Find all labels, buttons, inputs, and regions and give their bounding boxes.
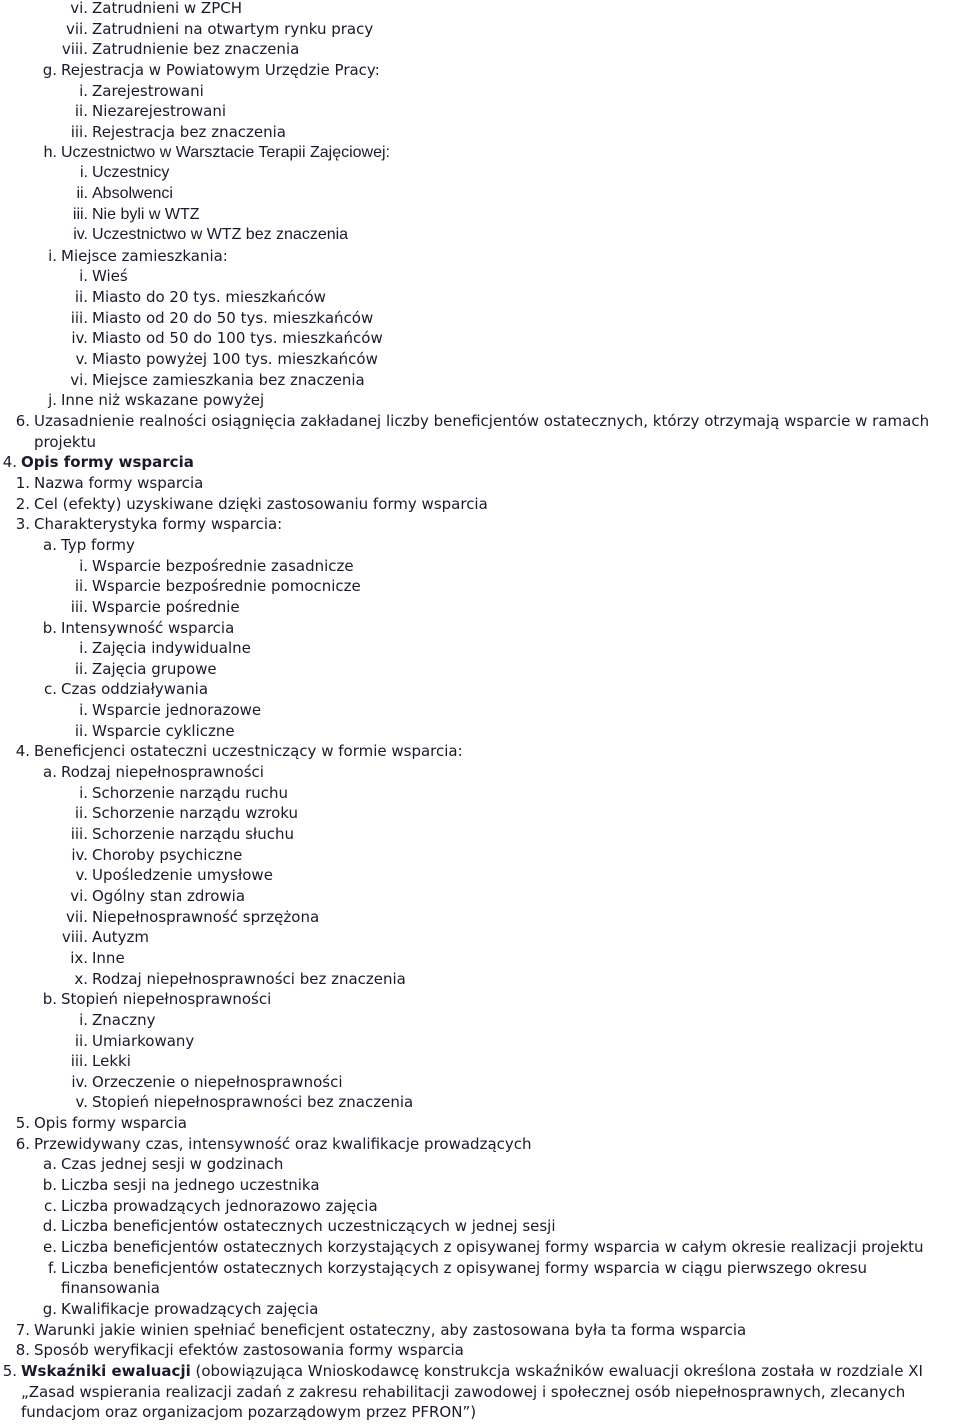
document-line (0, 659, 960, 679)
line-text: Czas oddziaływania (61, 680, 209, 699)
line-text: Nazwa formy wsparcia (34, 473, 204, 492)
line-text: Wsparcie pośrednie (92, 597, 240, 616)
list-marker: ii. (74, 288, 88, 307)
document-line (0, 163, 960, 183)
document-line (0, 824, 960, 844)
document-line (0, 60, 960, 80)
document-line (0, 287, 960, 307)
document-line (0, 1361, 960, 1381)
document-line (0, 803, 960, 823)
line-text: Rejestracja bez znaczenia (92, 122, 286, 141)
list-marker: iii. (70, 1052, 88, 1071)
document-line (0, 989, 960, 1009)
line-text: Opis formy wsparcia (34, 1114, 187, 1133)
document-line (0, 184, 960, 204)
list-marker: vi. (70, 370, 88, 389)
document-line (0, 1258, 960, 1278)
list-marker: vi. (70, 0, 88, 17)
line-text: Ogólny stan zdrowia (92, 886, 246, 905)
line-text: „Zasad wspierania realizacji zadań z zakresu rehabilitacji zawodowej i społecznej osób niepełnosprawnych, zlecanych (21, 1382, 906, 1401)
line-text: projektu (34, 432, 97, 451)
document-line (0, 1402, 960, 1422)
document-line (0, 0, 960, 18)
document-line (0, 1113, 960, 1133)
line-text: Absolwenci (92, 184, 173, 202)
line-text: Miasto powyżej 100 tys. mieszkańców (92, 350, 378, 369)
line-text: Znaczny (92, 1010, 156, 1029)
list-marker: c. (43, 680, 57, 699)
list-marker: v. (75, 866, 88, 885)
line-text: Schorzenie narządu ruchu (92, 783, 289, 802)
line-text: Zatrudnieni na otwartym rynku pracy (92, 19, 374, 38)
document-line (0, 81, 960, 101)
line-text: Miasto od 50 do 100 tys. mieszkańców (92, 329, 383, 348)
list-marker: iv. (71, 1072, 88, 1091)
document-line (0, 411, 960, 431)
list-marker: i. (79, 556, 88, 575)
document-line (0, 349, 960, 369)
document-line (0, 101, 960, 121)
document-line (0, 1216, 960, 1236)
line-text: Upośledzenie umysłowe (92, 866, 273, 885)
list-marker: ii. (74, 1031, 88, 1050)
document-line (0, 927, 960, 947)
list-marker: ii. (74, 577, 88, 596)
list-marker: 4. (2, 453, 17, 472)
list-marker: i. (79, 1010, 88, 1029)
line-text: Liczba prowadzących jednorazowo zajęcia (61, 1196, 378, 1215)
line-text: Wsparcie cykliczne (92, 721, 235, 740)
list-marker: ii. (74, 721, 88, 740)
document-line (0, 700, 960, 720)
document-line (0, 19, 960, 39)
line-text: Zatrudnieni w ZPCH (92, 0, 242, 17)
document-line (0, 1299, 960, 1319)
list-marker: iii. (70, 122, 88, 141)
list-marker: 6. (15, 412, 30, 430)
document-line (0, 1278, 960, 1298)
document-line (0, 1175, 960, 1195)
line-text: Wsparcie bezpośrednie zasadnicze (92, 556, 354, 575)
list-marker: x. (74, 969, 88, 988)
line-text: Orzeczenie o niepełnosprawności (92, 1072, 343, 1091)
line-text: Uczestnicy (92, 164, 170, 182)
line-text: Wsparcie jednorazowe (92, 701, 262, 720)
document-line (0, 845, 960, 865)
line-text: Zatrudnienie bez znaczenia (92, 40, 300, 59)
line-text: Zarejestrowani (92, 81, 204, 100)
document-line (0, 1092, 960, 1112)
list-marker: i. (79, 783, 88, 802)
list-marker: 3. (15, 515, 30, 534)
document-line (0, 1031, 960, 1051)
list-marker: ii. (74, 102, 88, 121)
line-text: Czas jednej sesji w godzinach (61, 1155, 284, 1174)
document-line (0, 514, 960, 534)
list-marker: i. (79, 81, 88, 100)
document-line (0, 1051, 960, 1071)
line-text: Zajęcia indywidualne (92, 639, 251, 658)
line-text: Cel (efekty) uzyskiwane dzięki zastosowaniu formy wsparcia (34, 494, 488, 513)
document-line (0, 494, 960, 514)
list-marker: 5. (2, 1361, 17, 1380)
line-text: Liczba beneficjentów ostatecznych korzystających z opisywanej formy wsparcia w ciągu pierwszego okresu (61, 1258, 868, 1277)
list-marker: 6. (15, 1134, 30, 1153)
section-heading: Wskaźniki ewaluacji (21, 1361, 191, 1380)
document-line (0, 679, 960, 699)
line-text: Miejsce zamieszkania: (61, 246, 228, 265)
line-text (21, 1361, 923, 1381)
list-marker: j. (48, 391, 57, 410)
line-text: Schorzenie narządu słuchu (92, 825, 294, 843)
list-marker: c. (43, 1196, 57, 1215)
line-text: Stopień niepełnosprawności bez znaczenia (92, 1093, 414, 1112)
list-marker: 8. (15, 1341, 30, 1360)
document-line (0, 1320, 960, 1340)
list-marker: g. (42, 1299, 57, 1318)
list-marker: vi. (70, 886, 88, 905)
document-line (0, 721, 960, 741)
document-line (0, 741, 960, 761)
line-text: Liczba sesji na jednego uczestnika (61, 1176, 320, 1195)
line-text: Typ formy (61, 535, 135, 554)
document-line (0, 638, 960, 658)
line-text: Rodzaj niepełnosprawności bez znaczenia (92, 969, 406, 988)
list-marker: iii. (70, 597, 88, 616)
list-marker: e. (43, 1238, 57, 1256)
document-line (0, 122, 960, 142)
list-marker: f. (48, 1258, 57, 1277)
line-text: Wsparcie bezpośrednie pomocnicze (92, 577, 361, 596)
list-marker: iv. (71, 329, 88, 348)
line-text: Schorzenie narządu wzroku (92, 804, 299, 823)
document-line (0, 390, 960, 410)
document-line (0, 1340, 960, 1360)
line-text: Liczba beneficjentów ostatecznych uczestniczących w jednej sesji (61, 1217, 556, 1236)
line-text: Niepełnosprawność sprzężona (92, 907, 320, 926)
list-marker: b. (42, 1176, 57, 1195)
document-line (0, 225, 960, 245)
document-line (0, 556, 960, 576)
line-text: Uczestnictwo w Warsztacie Terapii Zajęciowej: (61, 143, 390, 161)
line-text: Choroby psychiczne (92, 845, 243, 864)
list-marker: b. (42, 618, 57, 637)
list-marker: vii. (66, 19, 88, 38)
line-text: Inne niż wskazane powyżej (61, 391, 265, 410)
line-text: Miasto do 20 tys. mieszkańców (92, 288, 326, 307)
list-marker: a. (43, 763, 57, 782)
line-text: Sposób weryfikacji efektów zastosowania formy wsparcia (34, 1341, 464, 1360)
line-text: Rejestracja w Powiatowym Urzędzie Pracy: (61, 60, 380, 79)
list-marker: viii. (61, 928, 88, 947)
list-marker: iv. (73, 226, 88, 244)
line-text: Rodzaj niepełnosprawności (61, 763, 264, 782)
list-marker: a. (43, 535, 57, 554)
document-line (0, 39, 960, 59)
line-text: Wieś (92, 267, 128, 286)
list-marker: iii. (70, 825, 88, 843)
list-marker: i. (48, 246, 57, 265)
list-marker: 5. (15, 1114, 30, 1133)
list-marker: i. (79, 267, 88, 286)
list-marker: g. (42, 60, 57, 79)
line-text: finansowania (61, 1279, 160, 1298)
section-note: (obowiązująca Wnioskodawcę konstrukcja wskaźników ewaluacji określona została w rozdziale XI (190, 1361, 923, 1380)
line-text: Liczba beneficjentów ostatecznych korzystających z opisywanej formy wsparcia w całym okresie realizacji projektu (61, 1238, 924, 1256)
list-marker: iii. (72, 205, 88, 223)
list-marker: ii. (74, 804, 88, 823)
document-line (0, 370, 960, 390)
document-line (0, 969, 960, 989)
line-text: Charakterystyka formy wsparcia: (34, 515, 283, 534)
document-line (0, 473, 960, 493)
document-line (0, 1154, 960, 1174)
document-line (0, 865, 960, 885)
list-marker: 4. (15, 742, 30, 761)
line-text: Stopień niepełnosprawności (61, 990, 272, 1009)
document-line (0, 535, 960, 555)
line-text: Przewidywany czas, intensywność oraz kwalifikacje prowadzących (34, 1134, 532, 1153)
line-text: Miejsce zamieszkania bez znaczenia (92, 370, 365, 389)
document-line (0, 576, 960, 596)
line-text: Uczestnictwo w WTZ bez znaczenia (92, 226, 349, 244)
list-marker: h. (43, 143, 57, 161)
list-marker: v. (75, 1093, 88, 1112)
section-heading: Opis formy wsparcia (21, 453, 194, 472)
document-line (0, 143, 960, 163)
document-line (0, 246, 960, 266)
list-marker: i. (79, 639, 88, 658)
list-marker: iv. (71, 845, 88, 864)
document-line (0, 328, 960, 348)
document-line (0, 1196, 960, 1216)
line-text: Lekki (92, 1052, 131, 1071)
list-marker: iii. (70, 308, 88, 327)
document-line (0, 886, 960, 906)
list-marker: viii. (61, 40, 88, 59)
list-marker: ii. (74, 659, 88, 678)
line-text: Niezarejestrowani (92, 102, 226, 121)
line-text: Intensywność wsparcia (61, 618, 235, 637)
list-marker: b. (42, 990, 57, 1009)
document-line (0, 205, 960, 225)
document-line (0, 266, 960, 286)
line-text: Uzasadnienie realności osiągnięcia zakładanej liczby beneficjentów ostatecznych, którzy otrzymają wsparcie w ramach (34, 412, 930, 430)
list-marker: 2. (15, 494, 30, 513)
line-text: Nie byli w WTZ (92, 205, 200, 223)
line-text: Beneficjenci ostateczni uczestniczący w formie wsparcia: (34, 742, 463, 761)
line-text: Miasto od 20 do 50 tys. mieszkańców (92, 308, 374, 327)
line-text: fundacjom oraz organizacjom pozarządowym przez PFRON”) (21, 1403, 477, 1422)
document-line (0, 308, 960, 328)
list-marker: a. (43, 1155, 57, 1174)
line-text: Warunki jakie winien spełniać beneficjent ostateczny, aby zastosowana była ta forma wsparcia (34, 1320, 747, 1339)
document-line (0, 783, 960, 803)
list-marker: i. (79, 701, 88, 720)
document-line (0, 1237, 960, 1257)
list-marker: ii. (76, 184, 88, 202)
line-text: Zajęcia grupowe (92, 659, 217, 678)
document-line (0, 618, 960, 638)
list-marker: ix. (70, 948, 88, 967)
list-marker: 1. (15, 473, 30, 492)
document-line (0, 597, 960, 617)
line-text: Inne (92, 948, 125, 967)
document-line (0, 1010, 960, 1030)
line-text: Autyzm (92, 928, 150, 947)
document-line (0, 948, 960, 968)
list-marker: 7. (15, 1320, 30, 1339)
document-line (0, 432, 960, 452)
document-line (0, 907, 960, 927)
list-marker: i. (80, 164, 88, 182)
line-text: Umiarkowany (92, 1031, 195, 1050)
document-line (0, 1072, 960, 1092)
list-marker: d. (42, 1217, 57, 1236)
document-line (0, 1382, 960, 1402)
document-line (0, 1134, 960, 1154)
list-marker: v. (75, 350, 88, 369)
document-line (0, 762, 960, 782)
line-text (21, 452, 194, 472)
document-line (0, 452, 960, 472)
line-text: Kwalifikacje prowadzących zajęcia (61, 1299, 319, 1318)
list-marker: vii. (66, 907, 88, 926)
